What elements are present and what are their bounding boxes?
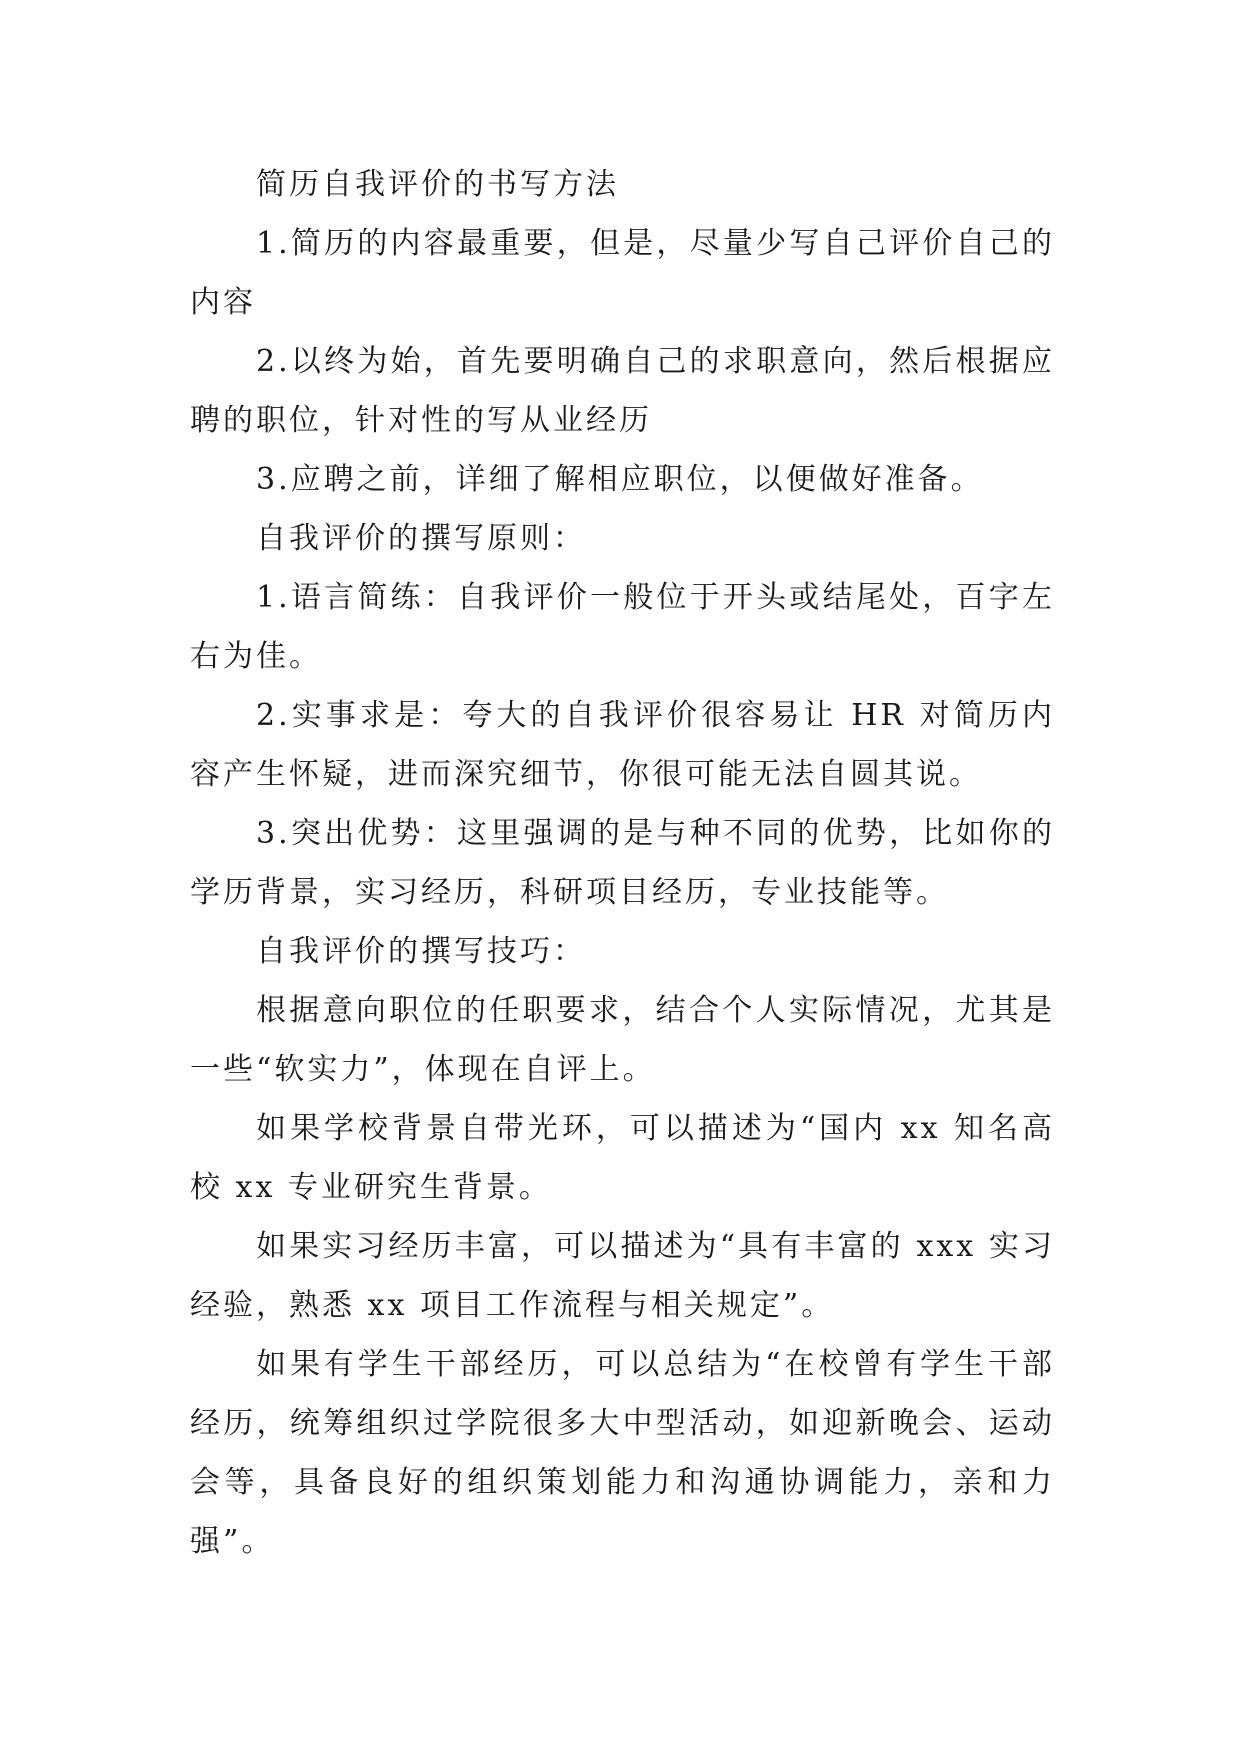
paragraph: 3.应聘之前，详细了解相应职位，以便做好准备。: [256, 462, 984, 497]
document-body: [190, 155, 1055, 1571]
paragraph: 2.以终为始，首先要明确自己的求职意向，然后根据应聘的职位，针对性的写从业经历: [190, 344, 1055, 438]
section-heading: 自我评价的撰写原则：: [256, 521, 586, 556]
paragraph: 1.语言简练：自我评价一般位于开头或结尾处，百字左右为佳。: [190, 580, 1055, 674]
paragraph: 如果学校背景自带光环，可以描述为“国内 xx 知名高校 xx 专业研究生背景。: [190, 1111, 1055, 1205]
paragraph: 1.简历的内容最重要，但是，尽量少写自己评价自己的内容: [190, 226, 1055, 320]
paragraph: 如果有学生干部经历，可以总结为“在校曾有学生干部经历，统筹组织过学院很多大中型活动，如迎新晚会、运动会等，具备良好的组织策划能力和沟通协调能力，亲和力强”。: [190, 1347, 1055, 1559]
paragraph: 3.突出优势：这里强调的是与种不同的优势，比如你的学历背景，实习经历，科研项目经历，专业技能等。: [190, 816, 1055, 910]
paragraph: 如果实习经历丰富，可以描述为“具有丰富的 xxx 实习经验，熟悉 xx 项目工作流程与相关规定”。: [190, 1229, 1055, 1323]
paragraph: 2.实事求是：夸大的自我评价很容易让 HR 对简历内容产生怀疑，进而深究细节，你很可能无法自圆其说。: [190, 698, 1055, 792]
section-heading: 自我评价的撰写技巧：: [256, 934, 586, 969]
paragraph: 根据意向职位的任职要求，结合个人实际情况，尤其是一些“软实力”，体现在自评上。: [190, 993, 1055, 1087]
paragraph-title: 简历自我评价的书写方法: [256, 167, 619, 202]
